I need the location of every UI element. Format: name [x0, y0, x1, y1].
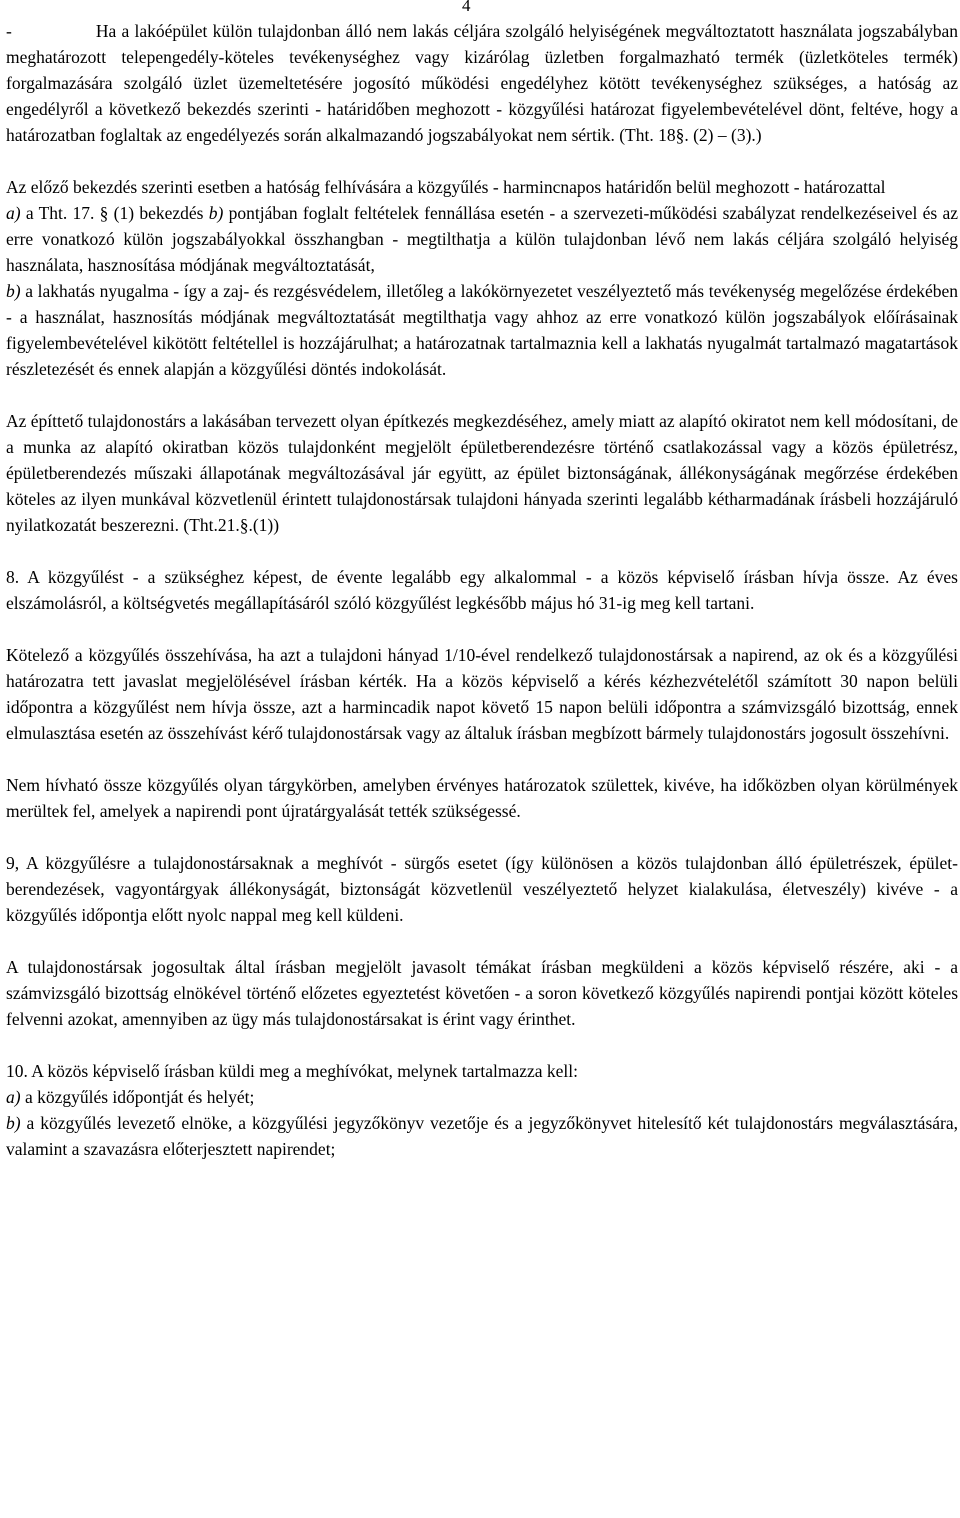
paragraph-8-kozgyules: 8. A közgyűlést - a szükséghez képest, de évente legalább egy alkalommal - a közös képviselő írásban hívja össze. Az éves elszámolásról, a költségvetés megállapításáról szóló közgyűlést legkésőbb május hó 31-ig meg kell tartani. — [6, 567, 958, 613]
list-label-a: a) — [6, 203, 21, 223]
list-item-b: b) a lakhatás nyugalma - így a zaj- és rezgésvédelem, illetőleg a lakókörnyezetet veszélyeztető más tevékenység megelőzése érdekében - a használat, hasznosítás módjának megváltoztatását megtilthatja vagy ahhoz az erre vonatkozó külön jogszabályok előírásainak figyelembevételével kikötött feltétellel is hozzájárulhat; a határozatnak tartalmaznia kell a lakhatás nyugalmát tartalmazó magatartások részletezését és ennek alapján a közgyűlési döntés indokolását. — [6, 281, 958, 379]
paragraph-nem-hivhato: Nem hívható össze közgyűlés olyan tárgykörben, amelyben érvényes határozatok születtek, kivéve, ha időközben olyan körülmények merültek fel, amelyek a napirendi pont újratárgyalását tették szükségessé. — [6, 775, 958, 821]
list-label-b: b) — [6, 281, 21, 301]
meghivo-list-item-a: a) a közgyűlés időpontját és helyét; — [6, 1087, 255, 1107]
list-item-a: a) a Tht. 17. § (1) bekezdés b) pontjában foglalt feltételek fennállása esetén - a szervezeti-működési szabályzat rendelkezéseivel és az erre vonatkozó külön jogszabályokkal összhangban - megtilthatja a külön tulajdonban lévő nem lakás céljára szolgáló helyiség használata, hasznosítása módjának megváltoztatását, — [6, 203, 958, 275]
paragraph-kotelezo-osszehivas: Kötelező a közgyűlés összehívása, ha azt a tulajdoni hányad 1/10-ével rendelkező tulajdonostársak a napirend, az ok és a közgyűlési határozatra tett javaslat megjelölésével írásban kérték. Ha a közös képviselő a kérés kézhezvételétől számított 30 napon belüli időpontra a közgyűlést nem hívja össze, azt a harmincadik napot követő 15 napon belüli időpontra a számvizsgáló bizottság, ennek elmulasztása esetén az összehívást kérő tulajdonostársak vagy az általuk írásban megbízott bármely tulajdonostárs jogosult összehívni. — [6, 645, 958, 743]
document-body — [6, 18, 958, 1162]
paragraph-10-meghivo-tartalma: 10. A közös képviselő írásban küldi meg a meghívókat, melynek tartalmazza kell: — [6, 1061, 578, 1081]
page-number: 4 — [462, 0, 471, 15]
paragraph-javasolt-temak: A tulajdonostársak jogosultak által írásban megjelölt javasolt témákat írásban megküldeni a közös képviselő részére, aki - a számvizsgáló bizottság elnökével történő előzetes egyeztetést követően - a soron következő közgyűlés napirendi pontjai között köteles felvenni azokat, amennyiben az ügy más tulajdonostársakat is érint vagy érinthet. — [6, 957, 958, 1029]
paragraph-hatosag-felhivas: Az előző bekezdés szerinti esetben a hatóság felhívására a közgyűlés - harmincnapos határidőn belül meghozott - határozattal — [6, 177, 886, 197]
paragraph-telepengedely — [6, 18, 958, 148]
paragraph-9-meghivo: 9, A közgyűlésre a tulajdonostársaknak a meghívót - sürgős esetet (így különösen a közös tulajdonban álló épületrészek, épület-berendezések, vagyontárgyak állékonyságát, biztonságát közvetlenül veszélyeztető helyzet kialakulása, életveszély) kivéve - a közgyűlés időpontja előtt nyolc nappal meg kell küldeni. — [6, 853, 958, 925]
paragraph-epitteto: Az építtető tulajdonostárs a lakásában tervezett olyan építkezés megkezdéséhez, amely miatt az alapító okiratot nem kell módosítani, de a munka az alapító okiratban közös tulajdonként megjelölt épületberendezésre történő csatlakozással vagy a közös épületrész, épületberendezés műszaki állapotának megváltozásával jár együtt, az épület biztonságának, állékonyságának megőrzése érdekében köteles az ilyen munkával közvetlenül érintett tulajdonostársak tulajdoni hányada szerinti legalább kétharmadának írásbeli hozzájáruló nyilatkozatát beszerezni. (Tht.21.§.(1)) — [6, 411, 958, 535]
meghivo-list-item-b: b) a közgyűlés levezető elnöke, a közgyűlési jegyzőkönyv vezetője és a jegyzőkönyvet hitelesítő két tulajdonostárs megválasztására, valamint a szavazásra előterjesztett napirendet; — [6, 1113, 958, 1159]
paragraph-dash: - — [6, 21, 12, 41]
paragraph-telepengedely-text: Ha a lakóépület külön tulajdonban álló nem lakás céljára szolgáló helyiségének megváltoztatott használata jogszabályban meghatározott telepengedély-köteles tevékenységhez vagy kizárólag üzletben forgalmazható termék (üzletköteles termék) forgalmazására szolgáló üzlet üzemeltetésére jogosító működési engedélyhez kötött tevékenységhez szükséges, a hatóság az engedélyről a következő bekezdés szerinti - határidőben meghozott - közgyűlési határozat figyelembevételével dönt, feltéve, hogy a határozatban foglaltak az engedélyezés során alkalmazandó jogszabályokat nem sértik. (Tht. 18§. (2) – (3).) — [6, 21, 958, 145]
